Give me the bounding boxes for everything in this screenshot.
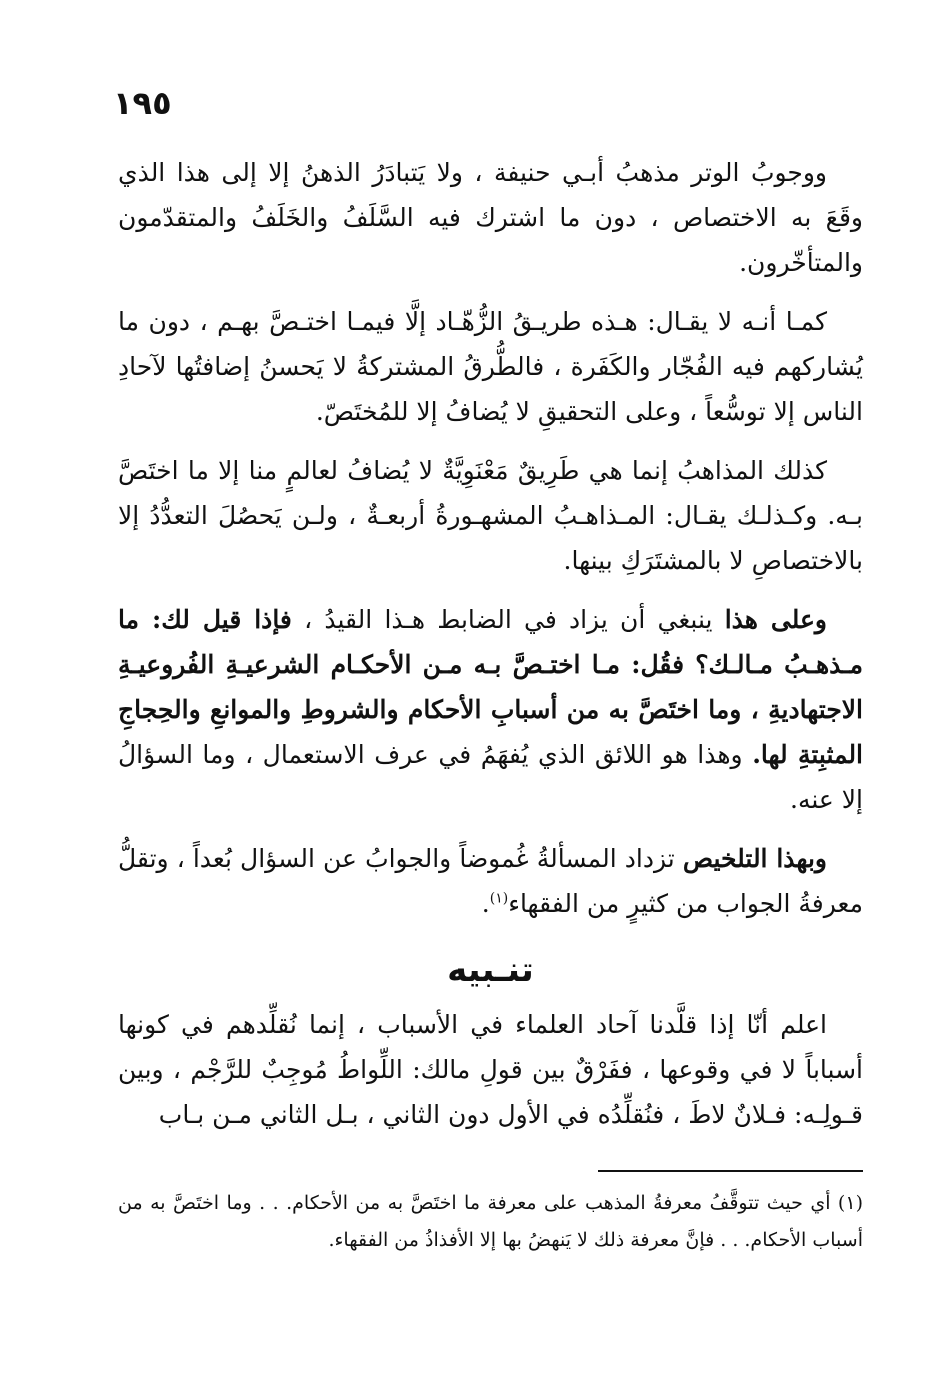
footnotes	[118, 1185, 863, 1259]
paragraph	[118, 836, 863, 926]
main-text	[118, 150, 863, 1151]
paragraph-text: ينبغي أن يزاد في الضابط هـذا القيدُ ،	[291, 605, 725, 634]
paragraph: كمـا أنـه لا يقـال: هـذه طريـقُ الزُّهّـاد إلَّا فيمـا اختـصَّ بهـم ، دون ما يُشاركهم فيه الفُجّار والكَفَرة ، فالطُّرقُ المشتركةُ لا يَحسنُ إضافتُها لآحادِ الناس إلا توسُّعاً ، وعلى التحقيقِ لا يُضافُ إلا للمُختَصّ.	[118, 307, 863, 426]
bold-intro: وبهذا التلخيص	[682, 844, 827, 873]
bold-question: فإذا قيل لك: ما مـذهـبُ مـالـك؟ فقُل: مـا اختـصَّ بـه مـن الأحكـام الشرعيـةِ الفُروعيـةِ الاجتهاديةِ ، وما اختَصَّ به من أسبابِ الأحكام والشروطِ والموانعِ والحِجاجِ المثبِتةِ لها.	[118, 605, 864, 769]
footnote-reference: (١)	[489, 890, 509, 907]
footnote-divider	[598, 1170, 863, 1172]
paragraph: ووجوبُ الوتر مذهبُ أبـي حنيفة ، ولا يَتبادَرُ الذهنُ إلا إلى هذا الذي وقَعَ به الاختصاص ، دون ما اشترك فيه السَّلَفُ والخَلَفُ والمتقدّمون والمتأخّرون.	[118, 158, 863, 277]
paragraph: كذلك المذاهبُ إنما هي طَرِيقٌ مَعْنَوِيَّةٌ لا يُضافُ لعالمٍ منا إلا ما اختَصَّ بـه. وكـذلـك يقـال: المـذاهـبُ المشهـورةُ أربعـةٌ ، ولـن يَحصُلَ التعدُّدُ إلا بالاختصاصِ لا بالمشتَرَكِ بينها.	[118, 456, 863, 575]
paragraph-text: تزداد المسألةُ غُموضاً والجوابُ عن السؤال بُعداً ، وتقلُّ معرفةُ الجواب من كثيرٍ من الفقهاء	[118, 844, 863, 918]
page-number: ١٩٥	[113, 84, 172, 122]
footnote: (١) أي حيث تتوقَّفُ معرفةُ المذهب على معرفة ما اختَصَّ به من الأحكام. . . وما اختَصَّ به من أسباب الأحكام. . . فإنَّ معرفة ذلك لا يَنهضُ بها إلا الأفذاذُ من الفقهاء.	[118, 1192, 863, 1251]
section-heading: تنـبيه	[447, 950, 534, 990]
paragraph-text: وهذا هو اللائق الذي يُفهَمُ في عرف الاستعمال ، وما السؤالُ إلا عنه.	[118, 740, 863, 814]
paragraph-end: .	[481, 889, 490, 918]
paragraph: اعلم أنّا إذا قلَّدنا آحاد العلماء في الأسباب ، إنما نُقلِّدهم في كونها أسباباً لا في وقوعها ، ففَرْقٌ بين قولِ مالك: اللِّواطُ مُوجِبٌ للرَّجْم ، وبين قـولِـه: فـلانٌ لاطَ ، فنُقلِّدُه في الأول دون الثاني ، بـل الثاني مـن بـاب	[118, 1010, 863, 1129]
bold-intro: وعلى هذا	[724, 605, 828, 634]
paragraph	[118, 597, 863, 822]
